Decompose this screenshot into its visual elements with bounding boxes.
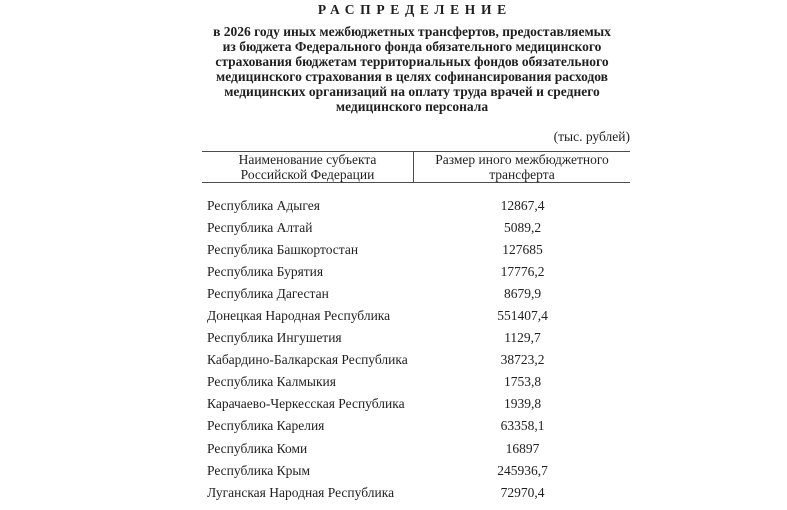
table-row: [202, 482, 630, 504]
transfer-amount: 245936,7: [497, 462, 548, 478]
table-row: [202, 371, 630, 393]
subtitle-line-5: медицинских организаций на оплату труда врачей и среднего: [224, 84, 600, 99]
subject-name: Карачаево-Черкесская Республика: [207, 396, 405, 412]
subject-name: Донецкая Народная Республика: [207, 308, 391, 324]
transfer-amount: 1939,8: [503, 396, 542, 412]
transfer-amount: 63358,1: [500, 418, 545, 434]
document-title: РАСПРЕДЕЛЕНИЕ: [317, 2, 512, 17]
subject-name: Республика Коми: [207, 440, 308, 456]
subtitle-line-4: медицинского страхования в целях софинансирования расходов: [216, 69, 608, 84]
subtitle-line-3: страхования бюджетам территориальных фондов обязательного: [215, 54, 609, 69]
subtitle-line-1: в 2026 году иных межбюджетных трансфертов, предоставляемых: [213, 24, 611, 39]
table-row: [202, 393, 630, 415]
subject-name: Республика Калмыкия: [207, 374, 336, 390]
subject-name: Республика Крым: [207, 462, 311, 478]
transfer-amount: 17776,2: [500, 264, 545, 280]
table-row: [202, 217, 630, 239]
subject-name: Республика Башкортостан: [207, 242, 359, 258]
table-row: [202, 327, 630, 349]
subtitle-line-2: из бюджета Федерального фонда обязательного медицинского: [222, 39, 602, 54]
table-body: [202, 183, 630, 504]
transfer-amount: 551407,4: [497, 308, 548, 324]
subject-name: Кабардино-Балкарская Республика: [207, 352, 408, 368]
subject-name: Республика Алтай: [207, 220, 313, 236]
subject-name: Республика Адыгея: [207, 198, 320, 213]
header-subject-line-1: Наименование субъекта: [238, 152, 377, 167]
table-row: [202, 305, 630, 327]
subject-name: Луганская Народная Республика: [207, 484, 395, 500]
table-row: [202, 283, 630, 305]
subject-name: Республика Дагестан: [207, 286, 329, 302]
transfer-amount: 72970,4: [500, 484, 545, 500]
transfer-amount: 1129,7: [504, 330, 541, 346]
table-row: [202, 438, 630, 460]
column-header-transfer-amount: [414, 152, 630, 182]
column-header-subject-name: [202, 152, 414, 182]
table-row: [202, 261, 630, 283]
transfer-amount: 16897: [505, 440, 540, 456]
subject-name: Республика Карелия: [207, 418, 325, 434]
units-note: (тыс. рублей): [553, 129, 630, 144]
transfer-amount: 8679,9: [503, 286, 542, 302]
transfer-amount: 5089,2: [503, 220, 542, 236]
subject-name: Республика Ингушетия: [207, 330, 342, 346]
subtitle-line-6: медицинского персонала: [335, 99, 489, 114]
table-header-row: [202, 151, 630, 183]
transfer-amount: 127685: [502, 242, 543, 258]
header-subject-line-2: Российской Федерации: [240, 167, 375, 182]
header-amount-line-2: трансферта: [489, 167, 555, 182]
transfers-table: [202, 151, 630, 504]
subject-name: Республика Бурятия: [207, 264, 324, 280]
transfer-amount: 1753,8: [503, 374, 542, 390]
table-row: [202, 349, 630, 371]
table-row: [202, 460, 630, 482]
table-row: [202, 415, 630, 437]
transfer-amount: 12867,4: [500, 198, 545, 213]
table-row: [202, 195, 630, 217]
table-row: [202, 239, 630, 261]
document-subtitle: [142, 24, 682, 114]
header-amount-line-1: Размер иного межбюджетного: [435, 152, 609, 167]
transfer-amount: 38723,2: [500, 352, 545, 368]
